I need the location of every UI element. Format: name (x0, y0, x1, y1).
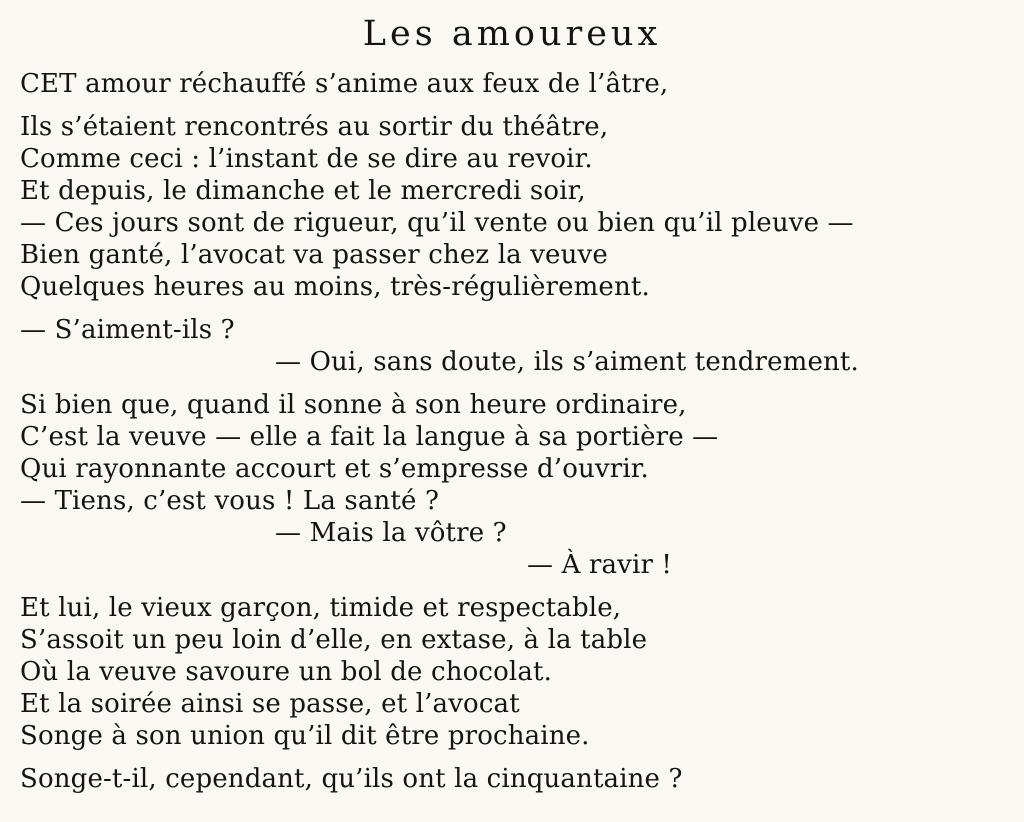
poem-line: Comme ceci : l’instant de se dire au revoir. (20, 144, 593, 174)
poem-line: Si bien que, quand il sonne à son heure ordinaire, (20, 390, 687, 420)
poem-line: — S’aiment-ils ? (20, 315, 235, 345)
poem-line: Bien ganté, l’avocat va passer chez la veuve (20, 240, 608, 270)
poem-line: Et la soirée ainsi se passe, et l’avocat (20, 689, 520, 719)
poem-line: Et lui, le vieux garçon, timide et respectable, (20, 593, 622, 623)
poem-line: Songe-t-il, cependant, qu’ils ont la cinquantaine ? (20, 764, 683, 794)
poem-line-indented: — Oui, sans doute, ils s’aiment tendrement. (275, 347, 859, 377)
poem-line: C’est la veuve — elle a fait la langue à sa portière — (20, 422, 719, 452)
poem-line: Qui rayonnante accourt et s’empresse d’ouvrir. (20, 454, 649, 484)
poem-line: Songe à son union qu’il dit être prochaine. (20, 721, 590, 751)
poem-line: Quelques heures au moins, très-régulièrement. (20, 272, 650, 302)
poem-line: Et depuis, le dimanche et le mercredi soir, (20, 176, 586, 206)
stanza-2 (20, 111, 1020, 303)
stanza-3 (20, 314, 1020, 378)
stanza-1 (20, 68, 1020, 100)
poem-line: CET amour réchauffé s’anime aux feux de l’âtre, (20, 69, 669, 99)
poem-line: Où la veuve savoure un bol de chocolat. (20, 657, 553, 687)
poem-line-indented: — À ravir ! (527, 550, 673, 580)
poem-line: — Ces jours sont de rigueur, qu’il vente ou bien qu’il pleuve — (20, 208, 854, 238)
stanza-4 (20, 389, 1020, 581)
poem-title: Les amoureux (362, 14, 662, 54)
poem-line: S’assoit un peu loin d’elle, en extase, à la table (20, 625, 648, 655)
poem-line: — Tiens, c’est vous ! La santé ? (20, 486, 440, 516)
stanza-5 (20, 592, 1020, 752)
poem-line: Ils s’étaient rencontrés au sortir du théâtre, (20, 112, 609, 142)
poem-line-indented: — Mais la vôtre ? (275, 518, 507, 548)
poem-body (20, 68, 1020, 806)
stanza-6 (20, 763, 1020, 795)
